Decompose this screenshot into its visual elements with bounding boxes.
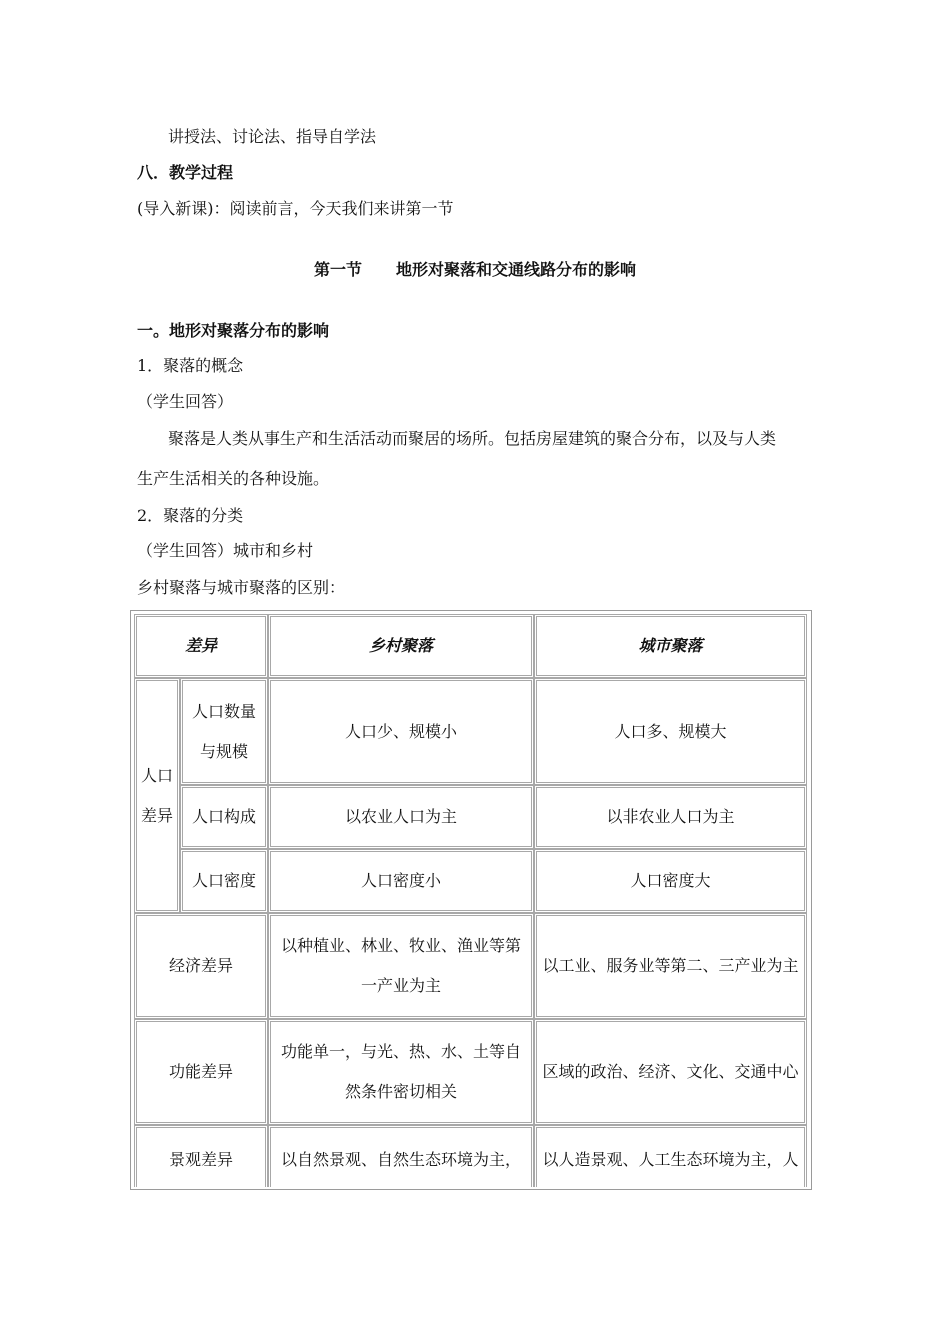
section-title-number: 第一节 [313,260,362,279]
student-answer-one: （学生回答） [137,392,234,411]
item-one: 1．聚落的概念 [137,356,244,375]
rural-landscape: 以自然景观、自然生态环境为主， [268,1125,534,1187]
teaching-methods-text: 讲授法、讨论法、指导自学法 [168,127,377,146]
settlement-definition-line1: 聚落是人类从事生产和生活活动而聚居的场所。包括房屋建筑的聚合分布，以及与人类 [168,429,777,448]
row-label-landscape: 景观差异 [134,1125,268,1187]
lead-in-text: (导入新课)：阅读前言，今天我们来讲第一节 [137,199,454,218]
row-label-population-composition: 人口构成 [180,785,268,849]
student-answer-two: （学生回答）城市和乡村 [137,541,314,560]
rural-function: 功能单一，与光、热、水、土等自然条件密切相关 [268,1019,534,1125]
heading-one: 一。地形对聚落分布的影响 [137,321,330,340]
rural-population-composition: 以农业人口为主 [268,785,534,849]
urban-population-density: 人口密度大 [534,849,807,913]
row-label-population-size: 人口数量与规模 [180,678,268,785]
row-label-economic: 经济差异 [134,913,268,1019]
item-two: 2．聚落的分类 [137,506,244,525]
urban-population-composition: 以非农业人口为主 [534,785,807,849]
header-urban: 城市聚落 [534,614,807,678]
rural-population-density: 人口密度小 [268,849,534,913]
row-label-population-density: 人口密度 [180,849,268,913]
header-rural: 乡村聚落 [268,614,534,678]
rural-population-size: 人口少、规模小 [268,678,534,785]
rural-economic: 以种植业、林业、牧业、渔业等第一产业为主 [268,913,534,1019]
section-title [0,259,950,281]
settlement-comparison-table [130,610,812,1190]
urban-function: 区域的政治、经济、文化、交通中心 [534,1019,807,1125]
urban-population-size: 人口多、规模大 [534,678,807,785]
section-title-text: 地形对聚落和交通线路分布的影响 [396,260,637,279]
urban-landscape: 以人造景观、人工生态环境为主，人 [534,1125,807,1187]
difference-intro: 乡村聚落与城市聚落的区别： [137,578,346,597]
population-group-label: 人口差异 [134,678,180,913]
section-eight-heading: 八．教学过程 [137,163,234,182]
urban-economic: 以工业、服务业等第二、三产业为主 [534,913,807,1019]
header-difference: 差异 [134,614,268,678]
settlement-definition-line2: 生产生活相关的各种设施。 [137,469,330,488]
row-label-function: 功能差异 [134,1019,268,1125]
